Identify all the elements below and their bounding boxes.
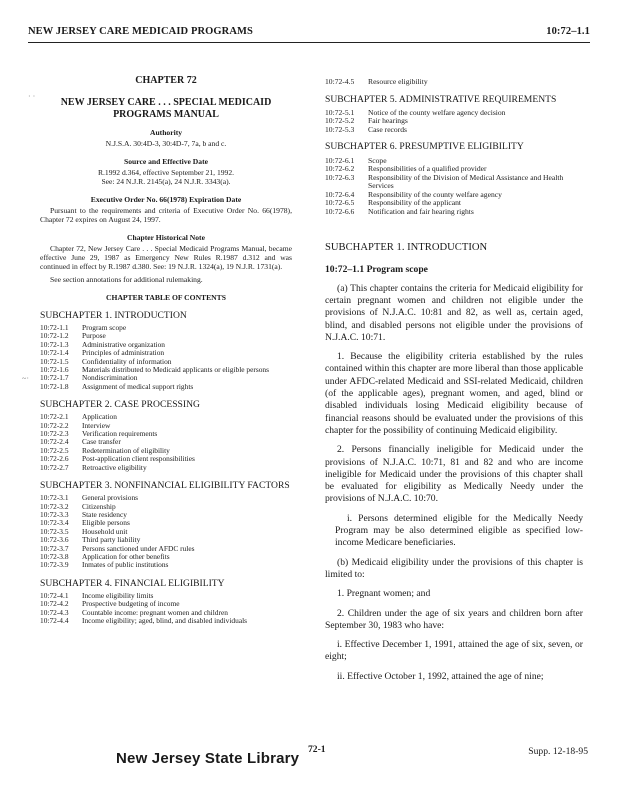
toc-item: 10:72-6.2 Responsibilities of a qualified provider <box>325 164 487 174</box>
source-text-2: See: 24 N.J.R. 2145(a), 24 N.J.R. 3343(a). <box>101 177 231 186</box>
paragraph: 1. Because the eligibility criteria established by the rules contained within this chapter are more liberal than those applicable under AFDC-related Medicaid and SSI-related Medicaid, children (of the applicable ages), pregnant women, and aged, blind or disabled individuals losing Medicaid eligibility because of financial reasons should be evaluated under the provisions of this chapter for the possibility of continuing Medicaid eligibility. <box>325 351 583 436</box>
toc-item: 10:72-3.1 General provisions <box>40 493 139 503</box>
annotations-note: See section annotations for additional rulemaking. <box>50 275 203 284</box>
paragraph: i. Effective December 1, 1991, attained the age of six, seven, or eight; <box>325 639 583 663</box>
authority-heading: Authority <box>149 128 183 137</box>
toc-item: 10:72-3.6 Third party liability <box>40 535 141 545</box>
toc-item: 10:72-3.9 Inmates of public institutions <box>40 560 169 570</box>
toc-item: 10:72-5.2 Fair hearings <box>325 116 408 126</box>
toc-subchapter <box>325 94 583 135</box>
toc-item: 10:72-2.6 Post-application client responsibilities <box>40 454 195 464</box>
toc-item: 10:72-3.5 Household unit <box>40 526 128 536</box>
right-column <box>325 78 583 690</box>
supplement-date: Supp. 12-18-95 <box>528 746 588 757</box>
subchapter-title: SUBCHAPTER 5. ADMINISTRATIVE REQUIREMENTS <box>325 93 557 105</box>
toc-subchapter <box>40 310 292 391</box>
library-stamp: New Jersey State Library <box>116 750 300 767</box>
running-header <box>28 26 590 43</box>
subchapter-title: SUBCHAPTER 2. CASE PROCESSING <box>40 399 200 411</box>
toc-item: 10:72-1.3 Administrative organization <box>40 339 165 349</box>
toc-item: 10:72-5.1 Notice of the county welfare agency decision <box>325 107 506 117</box>
toc-item: 10:72-3.3 State residency <box>40 509 127 519</box>
toc-item: 10:72-1.5 Confidentiality of information <box>40 356 172 366</box>
toc-item: 10:72-4.5 Resource eligibility <box>325 77 428 86</box>
toc-item: 10:72-2.5 Redetermination of eligibility <box>40 445 170 455</box>
paragraph: i. Persons determined eligible for the Medically Needy Program may be also determined eligible as specified low-income Medicare beneficiaries. <box>335 512 583 549</box>
toc-item: 10:72-6.3 Responsibility of the Division of Medical Assistance and Health Services <box>325 172 564 191</box>
toc-item: 10:72-6.1 Scope <box>325 155 387 165</box>
toc-item: 10:72-1.2 Purpose <box>40 331 106 341</box>
authority-text: N.J.S.A. 30:4D-3, 30:4D-7, 7a, b and c. <box>105 139 227 148</box>
toc-item: 10:72-6.5 Responsibility of the applicant <box>325 198 462 208</box>
paragraph: (b) Medicaid eligibility under the provisions of this chapter is limited to: <box>325 556 583 580</box>
subchapter-heading: SUBCHAPTER 1. INTRODUCTION <box>325 242 488 254</box>
toc-item: 10:72-6.4 Responsibility of the county welfare agency <box>325 189 502 199</box>
chapter-title: NEW JERSEY CARE . . . SPECIAL MEDICAID PROGRAMS MANUAL <box>60 97 272 120</box>
paragraph: (a) This chapter contains the criteria for Medicaid eligibility for certain pregnant women and children not eligible under the provisions of N.J.A.C. 10:81 and 82, as well as, certain aged, blind, and disabled persons not eligible under the provisions of N.J.A.C. 10:71. <box>325 282 583 343</box>
toc-item: 10:72-1.4 Principles of administration <box>40 348 165 358</box>
toc-subchapter <box>40 399 292 472</box>
executive-order-heading: Executive Order No. 66(1978) Expiration Date <box>90 195 242 204</box>
toc-subchapter <box>325 141 583 216</box>
executive-order-text: Pursuant to the requirements and criteria of Executive Order No. 66(1978), Chapter 72 expires on August 24, 1997. <box>40 206 292 224</box>
margin-mark: ~· <box>22 374 29 383</box>
toc-item: 10:72-2.7 Retroactive eligibility <box>40 462 147 472</box>
toc-item: 10:72-3.8 Application for other benefits <box>40 551 170 561</box>
toc-item: 10:72-2.2 Interview <box>40 420 111 430</box>
toc-item: 10:72-1.1 Program scope <box>40 323 127 332</box>
subchapter-title: SUBCHAPTER 1. INTRODUCTION <box>40 310 187 321</box>
toc-item: 10:72-4.4 Income eligibility; aged, blind, and disabled individuals <box>40 615 248 625</box>
page-footer <box>0 740 618 780</box>
header-section: 10:72–1.1 <box>546 26 590 37</box>
toc-item: 10:72-3.7 Persons sanctioned under AFDC rules <box>40 543 195 553</box>
toc-item: 10:72-2.1 Application <box>40 412 117 422</box>
toc-item: 10:72-1.6 Materials distributed to Medicaid applicants or eligible persons <box>40 365 269 375</box>
toc-heading: CHAPTER TABLE OF CONTENTS <box>106 293 226 302</box>
historical-note-heading: Chapter Historical Note <box>127 233 205 242</box>
section-heading: 10:72–1.1 Program scope <box>325 264 428 276</box>
header-title: NEW JERSEY CARE MEDICAID PROGRAMS <box>28 26 253 37</box>
toc-item: 10:72-4.3 Countable income: pregnant women and children <box>40 607 228 617</box>
subchapter-title: SUBCHAPTER 6. PRESUMPTIVE ELIGIBILITY <box>325 141 524 153</box>
paragraph: ii. Effective October 1, 1992, attained the age of nine; <box>337 670 544 682</box>
margin-mark: · · <box>28 92 36 101</box>
toc-item: 10:72-1.7 Nondiscrimination <box>40 373 138 383</box>
paragraph: 2. Children under the age of six years and children born after September 30, 1983 who have: <box>325 607 583 631</box>
toc-item: 10:72-1.8 Assignment of medical support rights <box>40 381 194 391</box>
page-number: 72-1 <box>308 744 326 755</box>
chapter-number: CHAPTER 72 <box>135 75 197 86</box>
toc-item: 10:72-5.3 Case records <box>325 124 408 134</box>
historical-note-text: Chapter 72, New Jersey Care . . . Special Medicaid Programs Manual, became effective June 29, 1987 as Emergency New Rules R.1987 d.312 and was continued in effect by R.1987 d.380. See: 19 N.J.R. 1324(a), 19 N.J.R. 1731(a). <box>40 244 292 271</box>
subchapter-title: SUBCHAPTER 3. NONFINANCIAL ELIGIBILITY FACTORS <box>40 480 290 492</box>
toc-item: 10:72-6.6 Notification and fair hearing rights <box>325 206 474 216</box>
toc-item: 10:72-4.2 Prospective budgeting of income <box>40 599 180 609</box>
paragraph: 2. Persons financially ineligible for Medicaid under the provisions of N.J.A.C. 10:71, 81 and 82 and who are income ineligible for Medicaid under the provisions of this chapter shall be evaluated for eligibility as Medically Needy under the provisions of N.J.A.C. 10:70. <box>325 444 583 505</box>
toc-subchapter <box>40 480 292 570</box>
paragraph: 1. Pregnant women; and <box>337 588 431 600</box>
toc-item: 10:72-3.4 Eligible persons <box>40 518 130 528</box>
toc-subchapter <box>40 578 292 626</box>
toc-item: 10:72-4.1 Income eligibility limits <box>40 590 154 600</box>
left-column <box>40 62 292 625</box>
subchapter-title: SUBCHAPTER 4. FINANCIAL ELIGIBILITY <box>40 577 225 589</box>
toc-item: 10:72-2.3 Verification requirements <box>40 429 158 439</box>
source-text-1: R.1992 d.364, effective September 21, 1992. <box>97 168 235 177</box>
toc-item: 10:72-3.2 Citizenship <box>40 501 116 511</box>
source-heading: Source and Effective Date <box>123 157 208 166</box>
toc-item: 10:72-2.4 Case transfer <box>40 437 121 447</box>
